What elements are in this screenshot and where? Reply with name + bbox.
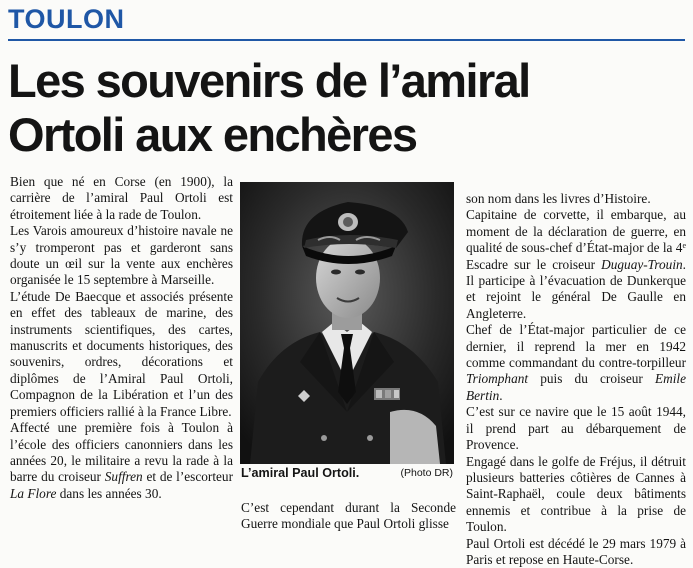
paragraph-6: Capitaine de corvette, il embarque, au moment de la déclaration de guerre, en qualité de sous-chef d’État-major de la 4e Escadre sur le croiseur Duguay-Trouin. Il participe à l’évacuation de Dunkerque et rejoint le général De Gaulle en Angleterre.	[466, 207, 686, 321]
paragraph-2: Les Varois amoureux d’histoire navale ne s’y tromperont pas et garderont sans doute un œil sur la vente aux enchères organisée le 15 septembre à Marseille.	[10, 223, 233, 288]
paragraph-9: Engagé dans le golfe de Fréjus, il détruit plusieurs batteries côtières de Cannes à Saint-Raphaël, coule deux bâtiments ennemis et contribue à la prise de Toulon.	[466, 453, 686, 535]
paragraph-1: Bien que né en Corse (en 1900), la carrière de l’amiral Paul Ortoli est étroitement liée à la rade de Toulon.	[10, 174, 233, 222]
ship-name: La Flore	[10, 485, 57, 501]
paragraph-7: Chef de l’État-major particulier de ce dernier, il reprend la mer en 1942 comme commandant du contre-torpilleur Triomphant puis du croiseur Emile Bertin.	[466, 322, 686, 403]
headline-line-2: Ortoli aux enchères	[8, 108, 417, 161]
photo-credit: (Photo DR)	[400, 467, 453, 479]
paragraph-8: C’est sur ce navire que le 15 août 1944, il prend part au débarquement de Provence.	[466, 404, 686, 453]
admiral-portrait-photo	[240, 182, 454, 464]
headline-line-1: Les souvenirs de l’amiral	[8, 54, 530, 107]
ship-name: Duguay-Trouin	[601, 256, 683, 272]
headline	[8, 54, 688, 162]
portrait-illustration	[240, 182, 454, 464]
paragraph-5-continued: son nom dans les livres d’Histoire.	[466, 191, 651, 206]
article-column-2	[241, 500, 456, 533]
photo-caption	[241, 466, 455, 480]
paragraph-4: Affecté une première fois à Toulon à l’école des officiers canonniers dans les années 20, le militaire a revu la rade à la barre du croiseur Suffren et de l’escorteur La Flore dans les années 30.	[10, 420, 234, 501]
section-divider	[8, 39, 685, 41]
paragraph-10: Paul Ortoli est décédé le 29 mars 1979 à Paris et repose en Haute-Corse.	[466, 535, 686, 567]
ship-name: Triomphant	[466, 371, 529, 387]
paragraph-5: C’est cependant durant la Seconde Guerre mondiale que Paul Ortoli glisse	[241, 500, 456, 532]
ship-name: Suffren	[104, 469, 143, 485]
article-column-1	[10, 174, 233, 502]
paragraph-3: L’étude De Baecque et associés présente en effet des tableaux de marine, des instruments scientifiques, des cartes, manuscrits et documents historiques, des souvenirs, ordres, décorations et diplômes de l’Amiral Paul Ortoli, Compagnon de la Libération et l’un des premiers officiers rallié à la France Libre.	[10, 288, 233, 419]
section-label: TOULON	[8, 4, 125, 34]
ship-name: Emile Bertin	[466, 371, 686, 403]
article-column-3	[466, 191, 686, 568]
caption-text: L’amiral Paul Ortoli.	[241, 466, 360, 480]
